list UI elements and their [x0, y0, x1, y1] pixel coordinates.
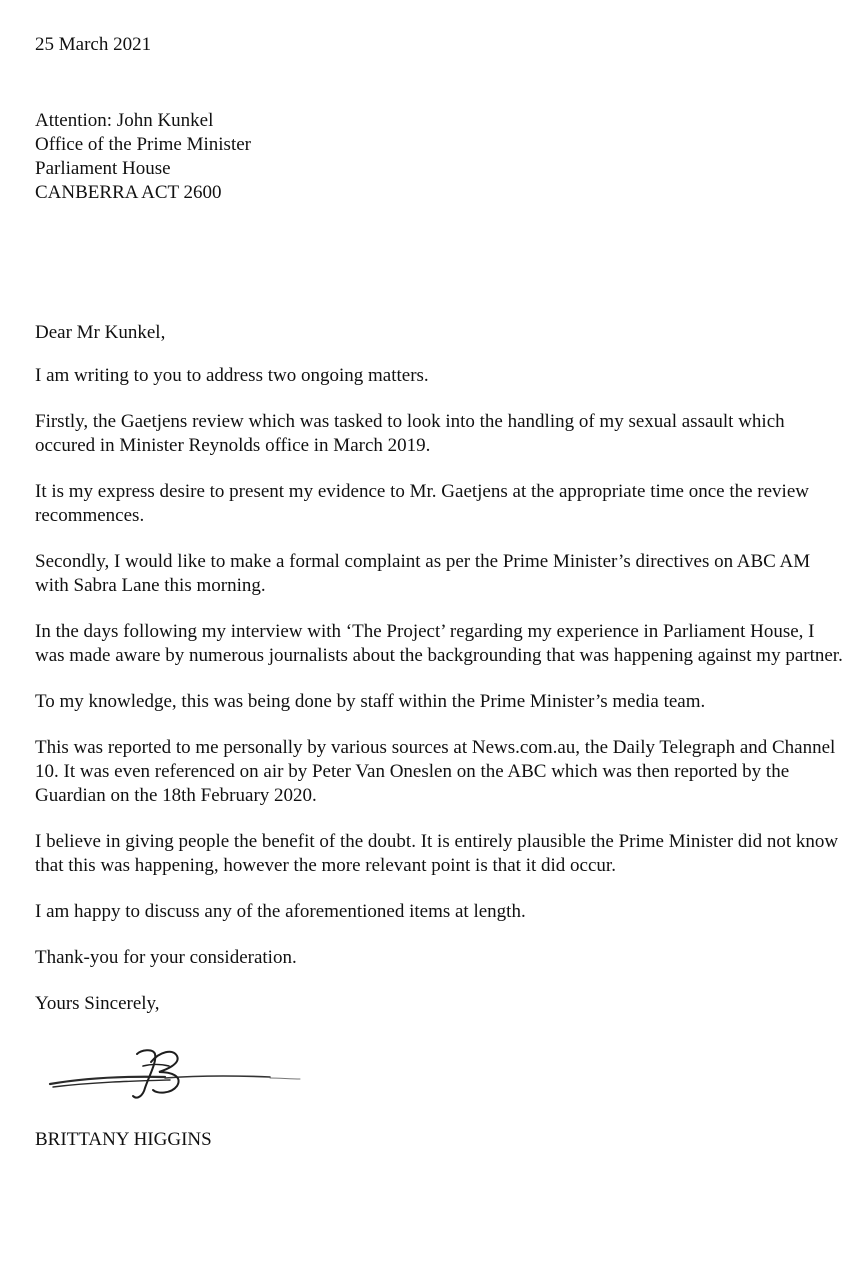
body-paragraph: I believe in giving people the benefit of the doubt. It is entirely plausible the Prime Minister did not know that this was happening, however the more relevant point is that it did occur. [35, 831, 839, 876]
body-paragraph: Firstly, the Gaetjens review which was tasked to look into the handling of my sexual assault which occured in Minister Reynolds office in March 2019. [35, 411, 785, 456]
letter-date: 25 March 2021 [35, 34, 152, 55]
body-paragraph: In the days following my interview with ‘The Project’ regarding my experience in Parliament House, I was made aware by numerous journalists about the backgrounding that was happening against my partner. [35, 621, 843, 666]
address-line: Office of the Prime Minister [35, 134, 251, 155]
recipient-address [35, 109, 845, 205]
body-paragraph: It is my express desire to present my evidence to Mr. Gaetjens at the appropriate time once the review recommences. [35, 481, 809, 526]
letter [35, 33, 845, 1171]
body-paragraph: Secondly, I would like to make a formal complaint as per the Prime Minister’s directives on ABC AM with Sabra Lane this morning. [35, 551, 811, 596]
body-paragraph: I am writing to you to address two ongoing matters. [35, 365, 429, 386]
address-line: CANBERRA ACT 2600 [35, 182, 222, 203]
address-line: Attention: John Kunkel [35, 110, 214, 131]
handwritten-signature [45, 1042, 305, 1114]
body-paragraph: To my knowledge, this was being done by staff within the Prime Minister’s media team. [35, 691, 706, 712]
address-line: Parliament House [35, 158, 171, 179]
body-paragraph: Thank-you for your consideration. [35, 947, 297, 968]
signature-icon [45, 1042, 305, 1114]
body-paragraph: This was reported to me personally by various sources at News.com.au, the Daily Telegraph and Channel 10. It was even referenced on air by Peter Van Oneslen on the ABC which was then reported by the Guardian on the 18th February 2020. [35, 737, 836, 806]
salutation: Dear Mr Kunkel, [35, 322, 166, 343]
closing: Yours Sincerely, [35, 993, 160, 1014]
body-paragraph: I am happy to discuss any of the aforementioned items at length. [35, 901, 526, 922]
signatory-name: BRITTANY HIGGINS [35, 1129, 212, 1150]
